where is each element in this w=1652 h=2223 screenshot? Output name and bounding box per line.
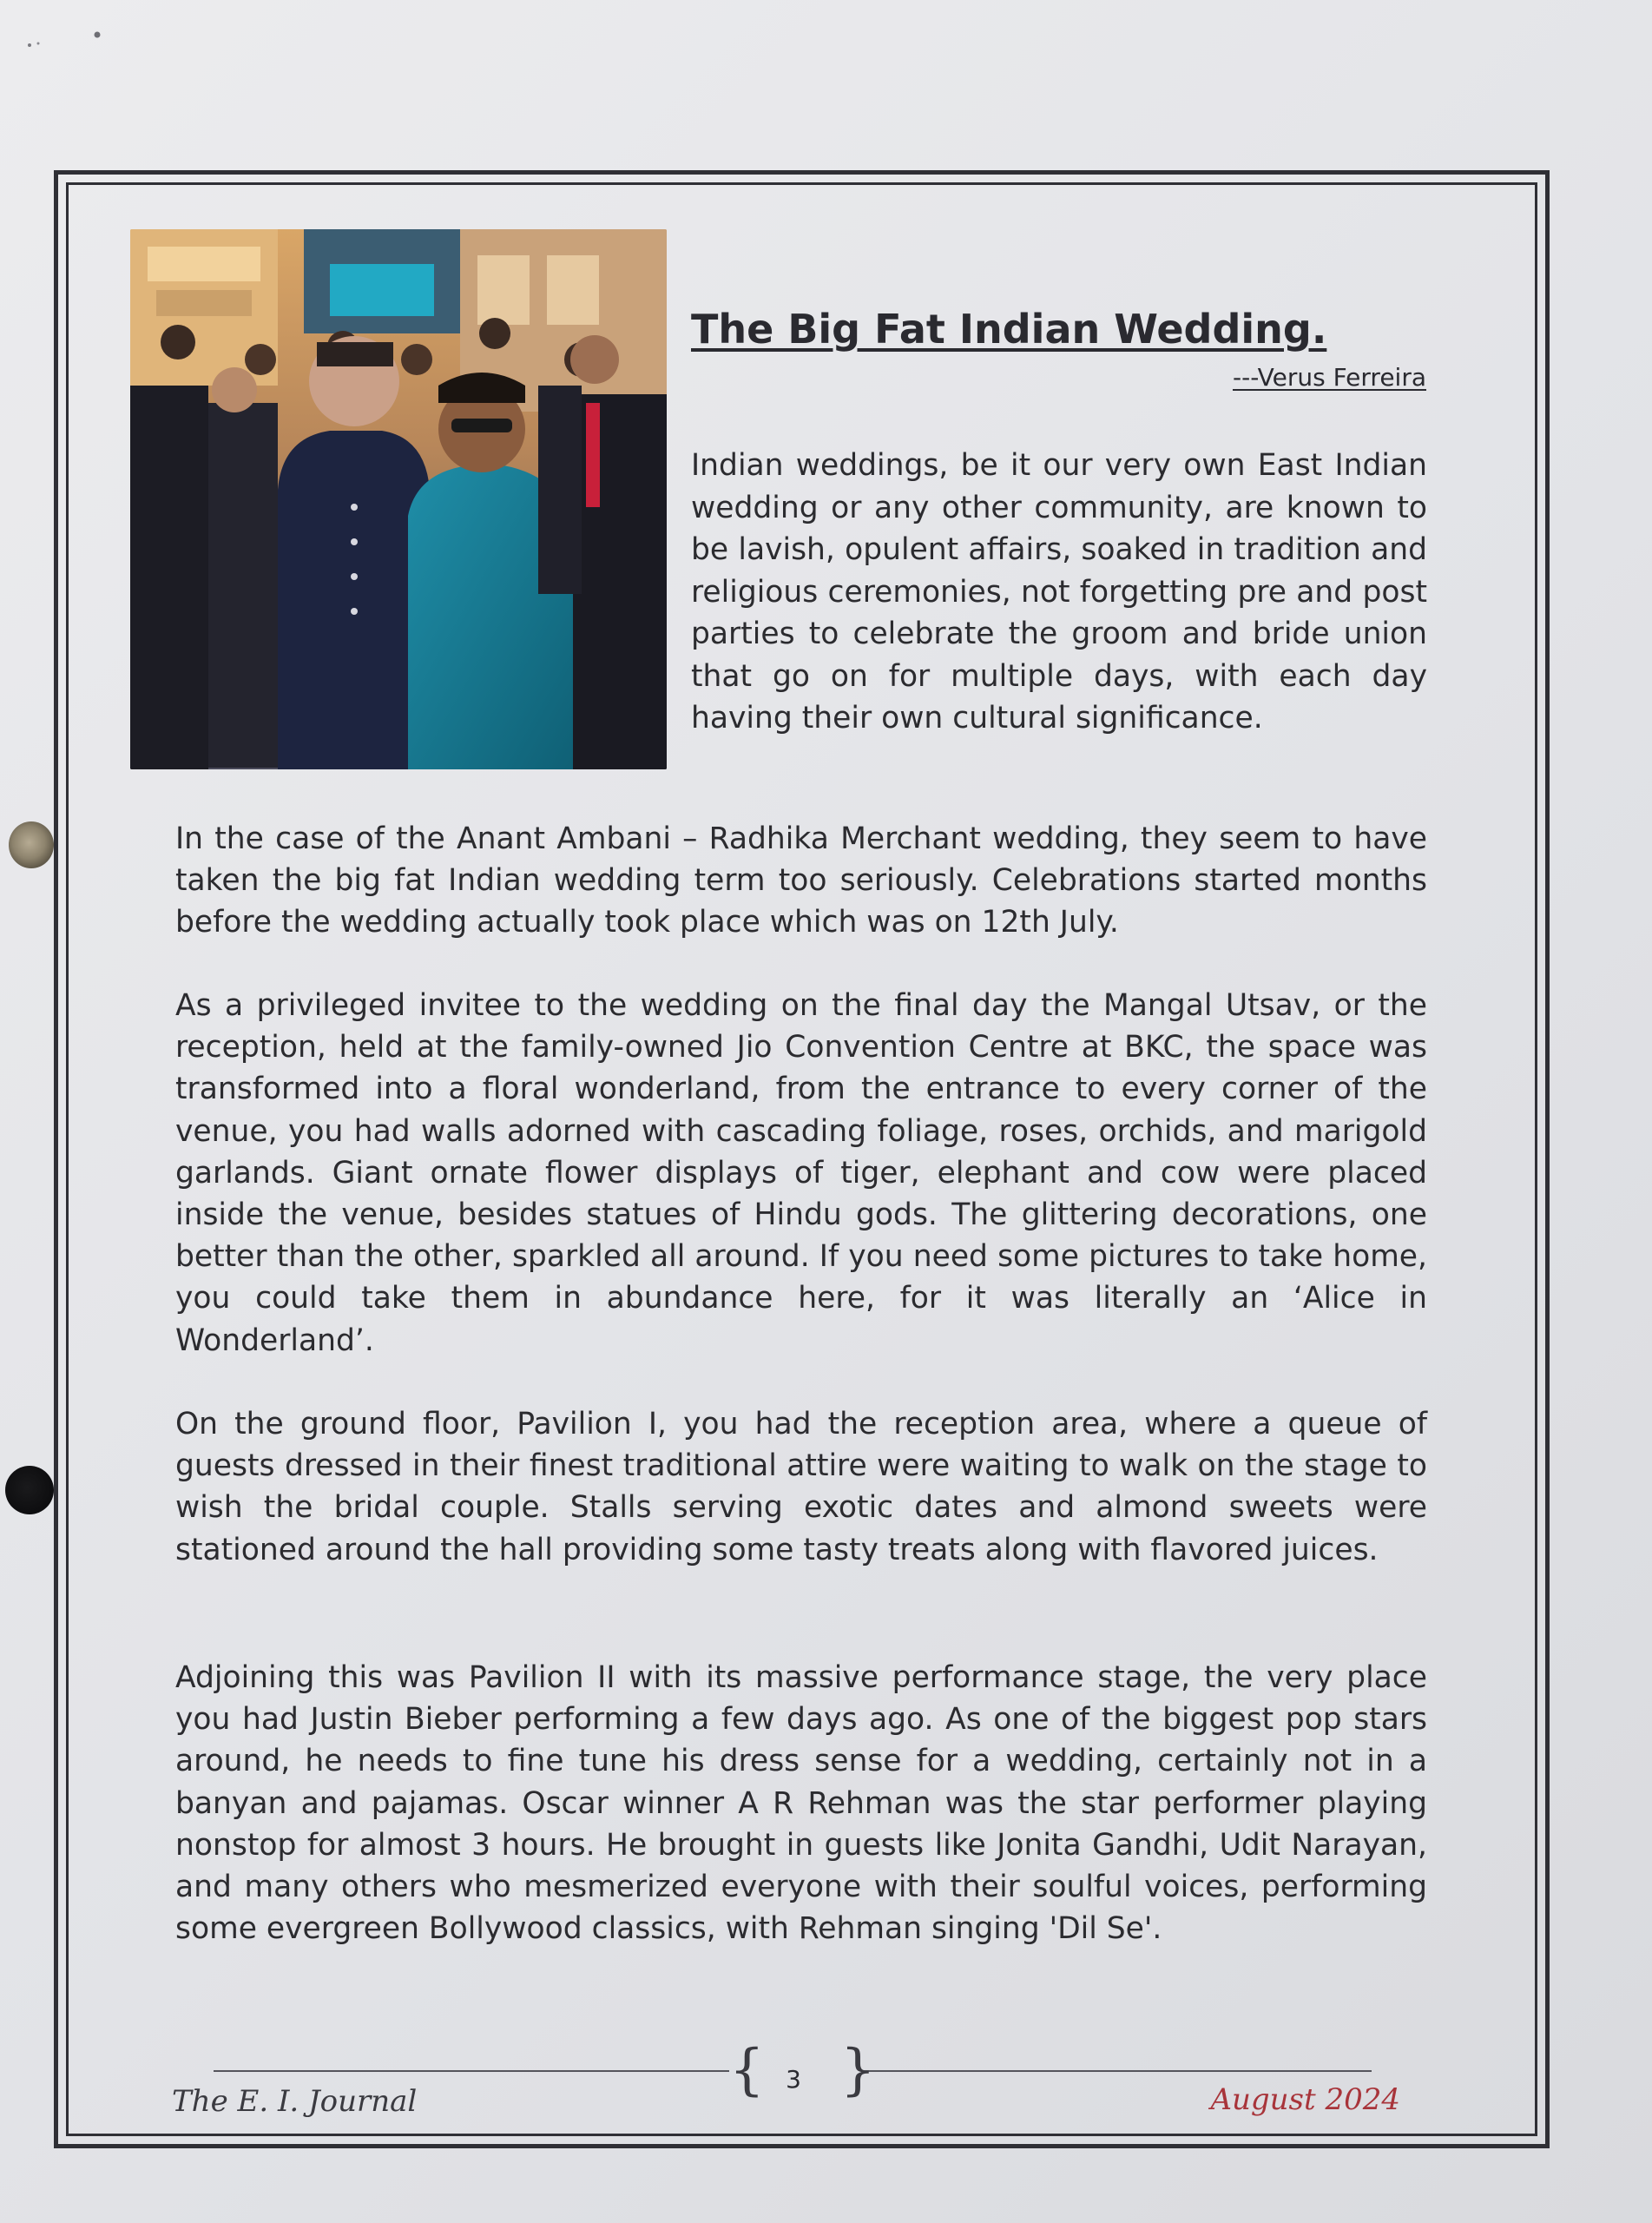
paper-specks bbox=[24, 26, 120, 52]
article-paragraph: On the ground floor, Pavilion I, you had the reception area, where a queue of guests dressed in their finest traditional attire were waiting to walk on the stage to wish the bridal couple. Stalls serving exotic dates and almond sweets were stationed around the hall providing some tasty treats along with flavored juices. bbox=[175, 1407, 1427, 1567]
article-paragraph: In the case of the Anant Ambani – Radhika Merchant wedding, they seem to have taken the big fat Indian wedding term too seriously. Celebrations started months before the wedding actually took place which was on 12th July. bbox=[175, 821, 1427, 940]
journal-name: The E. I. Journal bbox=[172, 2084, 418, 2119]
article-paragraph: As a privileged invitee to the wedding on the final day the Mangal Utsav, or the reception, held at the family-owned Jio Convention Centre at BKC, the space was transformed into a floral wonderland, from the entrance to every corner of the venue, you had walls adorned with cascading foliage, roses, orchids, and marigold garlands. Giant ornate flower displays of tiger, elephant and cow were placed inside the venue, besides statues of Hindu gods. The glittering decorations, one better than the other, sparkled all around. If you need some pictures to take home, you could take them in abundance here, for it was literally an ‘Alice in Wonderland’. bbox=[175, 988, 1427, 1358]
wedding-photo bbox=[130, 229, 667, 769]
page-number-bracket-left: { bbox=[729, 2038, 765, 2102]
article-title: The Big Fat Indian Wedding. bbox=[691, 306, 1327, 353]
page-number: 3 bbox=[786, 2065, 801, 2094]
article-byline: ---Verus Ferreira bbox=[1232, 363, 1426, 392]
footer-rule-left bbox=[214, 2070, 729, 2072]
article-paragraph-intro: Indian weddings, be it our very own East Indian wedding or any other community, are known to be lavish, opulent affairs, soaked in tradition and religious ceremonies, not forgetting pre and post parties to celebrate the groom and bride union that go on for multiple days, with each day having their own cultural significance. bbox=[691, 448, 1427, 736]
punch-hole-bottom bbox=[5, 1466, 54, 1514]
page-number-bracket-right: } bbox=[840, 2038, 876, 2102]
article-paragraph: Adjoining this was Pavilion II with its massive performance stage, the very place you had Justin Bieber performing a few days ago. As one of the biggest pop stars around, he needs to fine tune his dress sense for a wedding, certainly not in a banyan and pajamas. Oscar winner A R Rehman was the star performer playing nonstop for almost 3 hours. He brought in guests like Jonita Gandhi, Udit Narayan, and many others who mesmerized everyone with their soulful voices, performing some evergreen Bollywood classics, with Rehman singing 'Dil Se'. bbox=[175, 1660, 1427, 1947]
issue-date: August 2024 bbox=[1210, 2082, 1400, 2117]
punch-hole-top bbox=[9, 821, 54, 868]
footer-rule-right bbox=[861, 2070, 1372, 2072]
